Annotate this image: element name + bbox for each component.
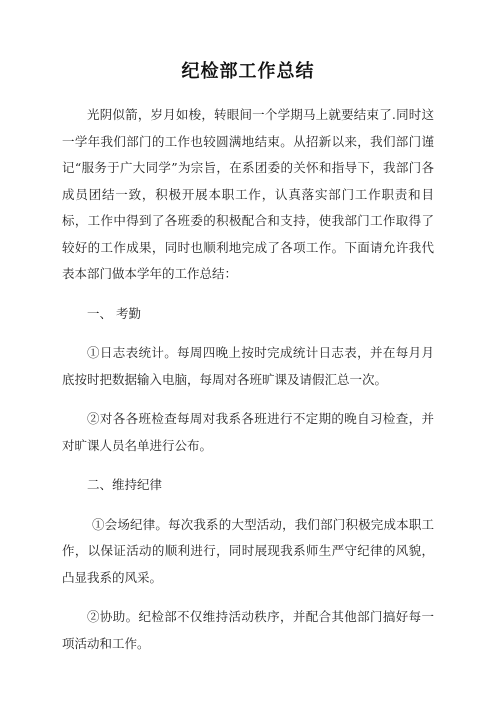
- intro-paragraph: 光阴似箭，岁月如梭，转眼间一个学期马上就要结束了.同时这一学年我们部门的工作也较圆满地结束。从招新以来，我们部门谨记“服务于广大同学”为宗旨，在系团委的关怀和指导下，我部门各成员团结一致，积极开展本职工作，认真落实部门工作职责和目标，工作中得到了各班委的积极配合和支持，使我部门工作取得了较好的工作成果，同时也顺利地完成了各项工作。下面请允许我代表本部门做本学年的工作总结：: [62, 107, 434, 281]
- section-heading-attendance: 一、 考勤: [87, 305, 141, 321]
- document-title: 纪检部工作总结: [181, 61, 315, 82]
- discipline-item-venue: ①会场纪律。每次我系的大型活动，我们部门积极完成本职工作，以保证活动的顺利进行，同时展现我系师生严守纪律的风貌，凸显我系的风采。: [62, 516, 434, 585]
- section-heading-discipline: 二、维持纪律: [87, 477, 163, 492]
- discipline-item-assist: ②协助。纪检部不仅维持活动秩序，并配合其他部门搞好每一项活动和工作。: [62, 609, 434, 651]
- attendance-item-check: ②对各各班检查每周对我系各班进行不定期的晚自习检查，并对旷课人员名单进行公布。: [62, 411, 434, 453]
- attendance-item-log: ①日志表统计。每周四晚上按时完成统计日志表，并在每月月底按时把数据输入电脑，每周对各班旷课及请假汇总一次。: [62, 345, 434, 387]
